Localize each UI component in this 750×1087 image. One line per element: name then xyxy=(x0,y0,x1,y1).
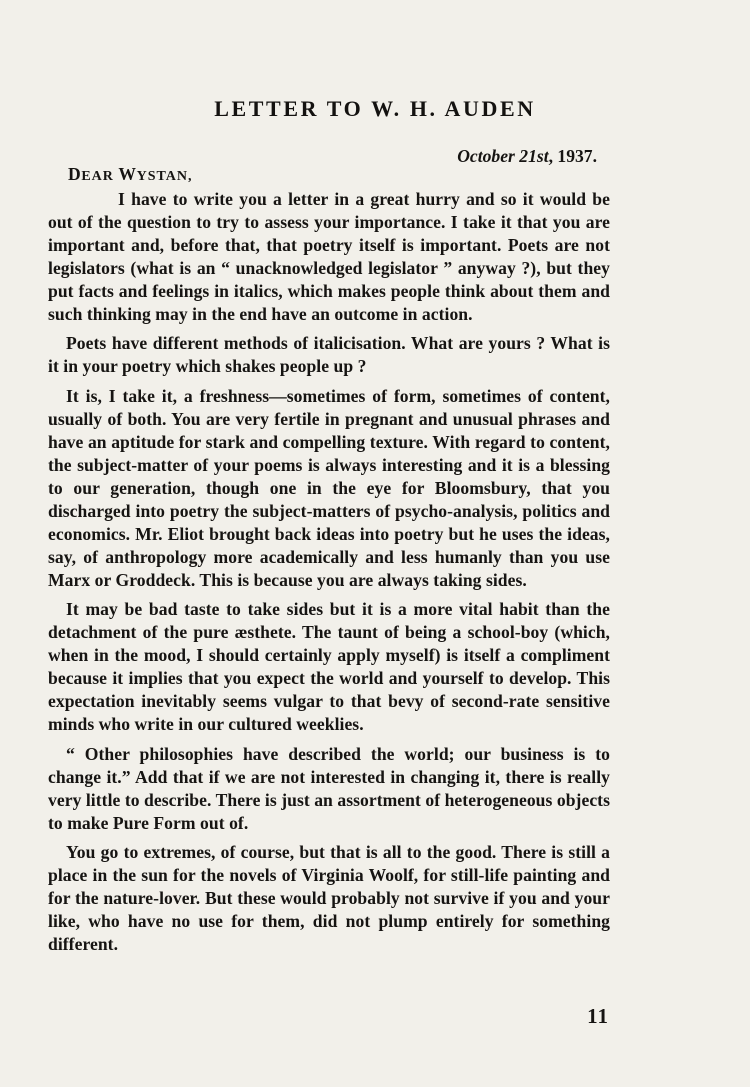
salutation-name-initial: W xyxy=(118,164,137,184)
page-number: 11 xyxy=(587,1004,609,1028)
letter-body xyxy=(48,188,610,963)
salutation-rest: EAR xyxy=(81,169,119,184)
letter-date xyxy=(457,146,597,167)
page-title: LETTER TO W. H. AUDEN xyxy=(214,96,536,121)
salutation xyxy=(68,164,193,185)
paragraph-1: I have to write you a letter in a great hurry and so it would be out of the question to try to assess your importance. I take it that you are important and, before that, that poetry itself is important. Poets are not legislators (what is an “ unacknowledged legislator ” anyway ?), but they put facts and feelings in italics, which makes people think about them and such thinking may in the end have an outcome in action. xyxy=(48,189,610,324)
paragraph-4: It may be bad taste to take sides but it is a more vital habit than the detachment of the pure æsthete. The taunt of being a school-boy (which, when in the mood, I should certainly apply myself) is itself a compliment because it implies that you expect the world and yourself to develop. This expectation inevitably seems vulgar to that bevy of second-rate sensitive minds who write in our cultured weeklies. xyxy=(48,599,610,734)
salutation-initial: D xyxy=(68,164,82,184)
letter-date-year: , 1937. xyxy=(548,146,597,166)
letter-date-month-day: October 21st xyxy=(457,146,549,166)
paragraph-3: It is, I take it, a freshness—sometimes of form, sometimes of content, usually of both. You are very fertile in pregnant and unusual phrases and have an aptitude for stark and compelling texture. With regard to content, the subject-matter of your poems is always interesting and it is a blessing to our generation, though one in the eye for Bloomsbury, that you discharged into poetry the subject-matters of psycho-analysis, politics and economics. Mr. Eliot brought back ideas into poetry but he uses the ideas, say, of anthropology more academically and less humanly than you use Marx or Groddeck. This is because you are always taking sides. xyxy=(48,386,610,590)
paragraph-5: “ Other philosophies have described the world; our business is to change it.” Add that if we are not interested in changing it, there is really very little to describe. There is just an assortment of heterogeneous objects to make Pure Form out of. xyxy=(48,743,610,833)
paragraph-6: You go to extremes, of course, but that is all to the good. There is still a place in the sun for the novels of Virginia Woolf, for still-life painting and for the nature-lover. But these would probably not survive if you and your like, who have no use for them, did not plump entirely for something different. xyxy=(48,842,610,955)
paragraph-2: Poets have different methods of italicisation. What are yours ? What is it in your poetry which shakes people up ? xyxy=(48,333,610,377)
salutation-name-rest: YSTAN, xyxy=(136,169,193,184)
